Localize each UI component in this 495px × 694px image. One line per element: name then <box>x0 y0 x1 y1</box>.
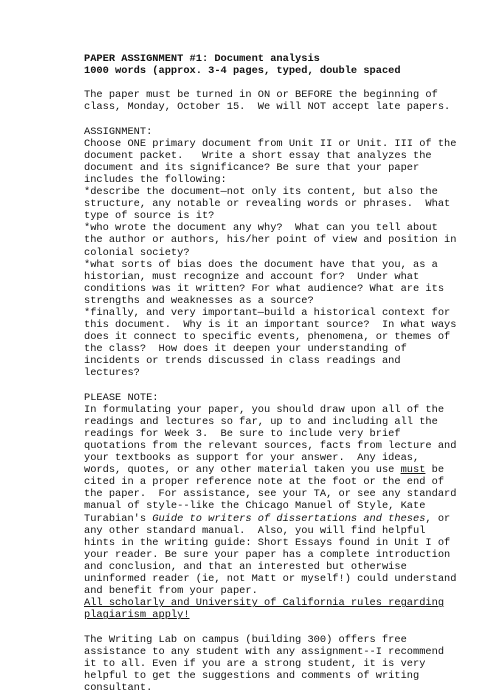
note-line: your textbooks as support for your answer. Any ideas, <box>84 452 420 465</box>
writing-lab-line: The Writing Lab on campus (building 300) offers free <box>84 633 407 646</box>
assignment-line: document and its significance? Be sure that your paper <box>84 161 420 174</box>
note-line: uninformed reader (ie, not Matt or myself!) could understand <box>84 573 457 586</box>
assignment-line: structure, any notable or revealing words or phrases. What <box>84 198 451 211</box>
note-text: words, quotes, or any other material taken you use <box>84 464 401 477</box>
must-emphasis: must <box>400 464 426 477</box>
assignment-line: this document. Why is it an important source? In what ways <box>84 319 457 332</box>
plagiarism-warning: plagiarism apply! <box>84 609 190 622</box>
please-note-label: PLEASE NOTE: <box>84 391 159 404</box>
assignment-line: *who wrote the document any why? What can you tell about <box>84 222 438 235</box>
assignment-label: ASSIGNMENT: <box>84 125 153 138</box>
note-text: be <box>425 464 445 477</box>
note-line: readings and lectures so far, up to and including all the <box>84 415 438 428</box>
note-line: your reader. Be sure your paper has a complete introduction <box>84 548 451 561</box>
assignment-line: includes the following: <box>84 173 227 186</box>
writing-lab-section <box>84 634 484 694</box>
assignment-line: *what sorts of bias does the document have that you, as a <box>84 258 438 271</box>
note-line: cited in a proper reference note at the foot or the end of <box>84 476 445 489</box>
writing-lab-line: consultant. <box>84 681 153 694</box>
assignment-line: lectures? <box>84 367 140 380</box>
assignment-line: *finally, and very important—build a historical context for <box>84 306 451 319</box>
note-line: quotations from the relevant sources, facts from lecture and <box>84 440 457 452</box>
assignment-title: PAPER ASSIGNMENT #1: Document analysis <box>84 53 320 65</box>
assignment-line: the class? How does it deepen your understanding of <box>84 343 407 356</box>
note-line-turabian <box>84 513 484 525</box>
assignment-line: *describe the document—not only its content, but also the <box>84 186 438 199</box>
assignment-subtitle: 1000 words (approx. 3-4 pages, typed, double spaced <box>84 65 401 78</box>
please-note-section <box>84 392 484 622</box>
turabian-book-title: Guide to writers of dissertations and theses <box>152 512 426 525</box>
due-line: class, Monday, October 15. We will NOT accept late papers. <box>84 101 451 114</box>
note-text: Turabian's <box>84 512 153 525</box>
due-notice <box>84 89 484 113</box>
assignment-line: strengths and weaknesses as a source? <box>84 294 314 307</box>
assignment-line: type of source is it? <box>84 210 215 223</box>
assignment-line: document packet. Write a short essay that analyzes the <box>84 149 432 162</box>
note-line: manual of style--like the Chicago Manuel of Style, Kate <box>84 500 426 513</box>
assignment-line: incidents or trends discussed in class readings and <box>84 355 401 368</box>
note-line: readings for Week 3. Be sure to include very brief <box>84 427 401 440</box>
assignment-line: historian, must recognize and account for? Under what <box>84 270 420 283</box>
assignment-line: the author or authors, his/her point of view and position in <box>84 234 457 247</box>
due-line: The paper must be turned in ON or BEFORE the beginning of <box>84 89 438 102</box>
note-line: and conclusion, and that an interested but otherwise <box>84 560 407 573</box>
writing-lab-line: it to all. Even if you are a strong student, it is very <box>84 657 426 670</box>
writing-lab-line: helpful to get the suggestions and comments of writing <box>84 669 420 682</box>
assignment-line: colonial society? <box>84 246 190 259</box>
note-line: In formulating your paper, you should draw upon all of the <box>84 403 445 416</box>
note-line: any other standard manual. Also, you will find helpful <box>84 524 426 537</box>
assignment-line: does it connect to specific events, phenomena, or themes of <box>84 331 451 344</box>
assignment-line: conditions was it written? For what audience? What are its <box>84 282 445 295</box>
note-line-must <box>84 464 484 476</box>
writing-lab-line: assistance to any student with any assignment--I recommend <box>84 645 445 658</box>
assignment-section <box>84 126 484 380</box>
note-text: , or <box>425 512 451 525</box>
assignment-line: Choose ONE primary document from Unit II or Unit. III of the <box>84 137 457 150</box>
document-body <box>84 53 484 694</box>
plagiarism-warning: All scholarly and University of California rules regarding <box>84 597 445 610</box>
note-line: hints in the writing guide: Short Essays found in Unit I of <box>84 536 451 549</box>
note-line: the paper. For assistance, see your TA, or see any standard <box>84 488 457 501</box>
note-line: and benefit from your paper. <box>84 585 258 598</box>
